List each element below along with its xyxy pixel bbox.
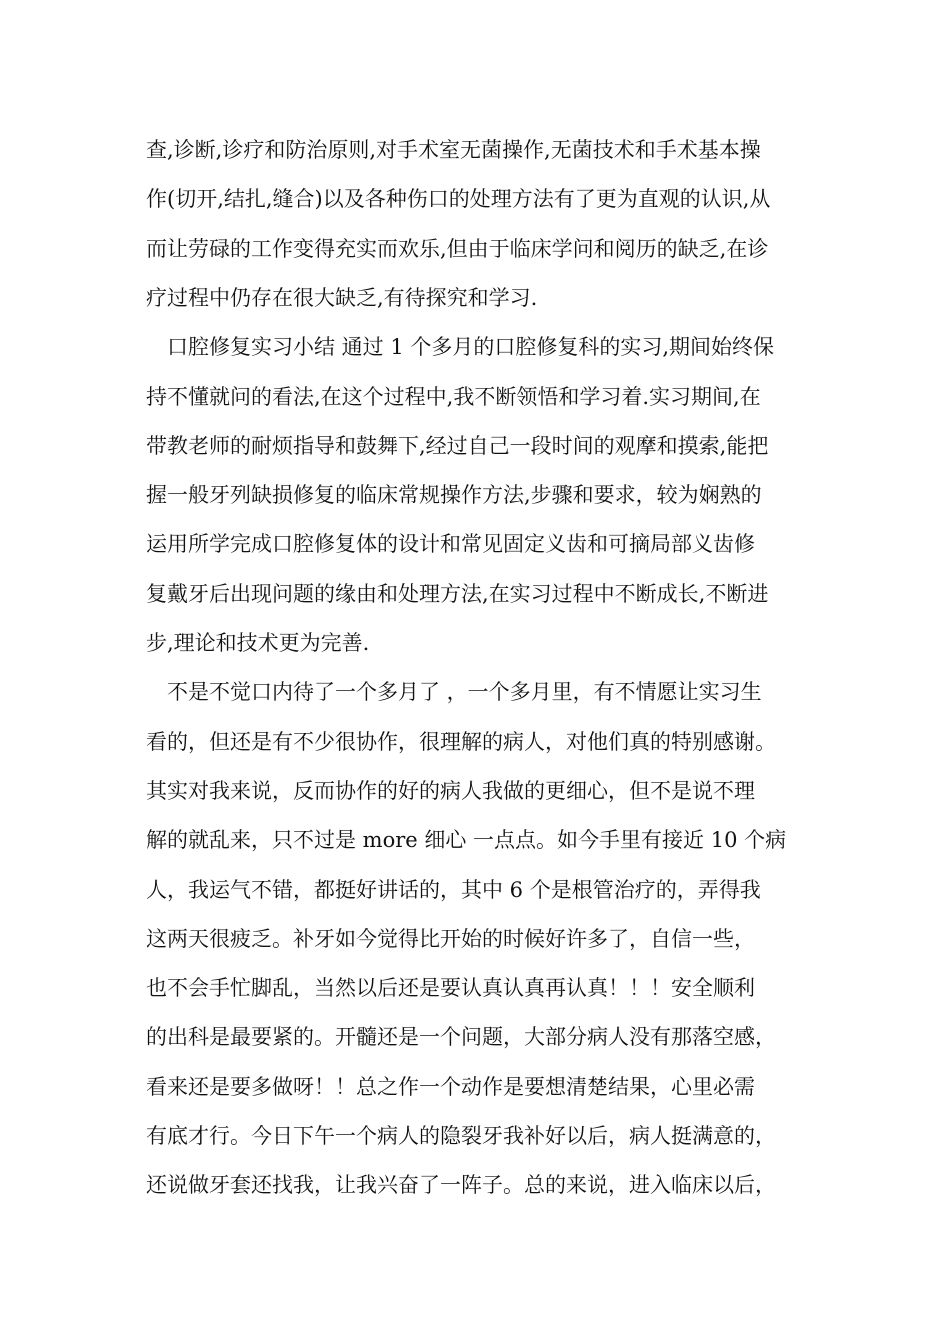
- text-line: 疗过程中仍存在很大缺乏,有待探究和学习.: [146, 286, 538, 310]
- text-line: 而让劳碌的工作变得充实而欢乐,但由于临床学问和阅历的缺乏,在诊: [146, 237, 769, 261]
- text-line: 运用所学完成口腔修复体的设计和常见固定义齿和可摘局部义齿修: [146, 532, 755, 556]
- text-line: 有底才行。今日下午一个病人的隐裂牙我补好以后，病人挺满意的，: [146, 1124, 776, 1148]
- text-line: 解的就乱来，只不过是 more 细心 一点点。如今手里有接近 10 个病: [146, 828, 787, 852]
- text-line: 查,诊断,诊疗和防治原则,对手术室无菌操作,无菌技术和手术基本操: [146, 138, 761, 162]
- text-line: 复戴牙后出现问题的缘由和处理方法,在实习过程中不断成长,不断进: [146, 582, 769, 606]
- text-line: 这两天很疲乏。补牙如今觉得比开始的时候好许多了，自信一些，: [146, 927, 755, 951]
- text-line: 持不懂就问的看法,在这个过程中,我不断领悟和学习着.实习期间,在: [146, 385, 761, 409]
- text-line: 握一般牙列缺损修复的临床常规操作方法,步骤和要求，较为娴熟的: [146, 483, 762, 507]
- text-line: 看的，但还是有不少很协作，很理解的病人，对他们真的特别感谢。: [146, 730, 776, 754]
- text-line: 不是不觉口内待了一个多月了 ，一个多月里，有不情愿让实习生: [146, 680, 762, 704]
- text-line: 步,理论和技术更为完善.: [146, 631, 370, 655]
- text-line: 作(切开,结扎,缝合)以及各种伤口的处理方法有了更为直观的认识,从: [146, 187, 771, 211]
- text-line: 的出科是最要紧的。开髓还是一个问题，大部分病人没有那落空感，: [146, 1025, 776, 1049]
- text-line: 其实对我来说，反而协作的好的病人我做的更细心，但不是说不理: [146, 779, 755, 803]
- text-line: 看来还是要多做呀！！总之作一个动作是要想清楚结果，心里必需: [146, 1075, 755, 1099]
- text-line: 口腔修复实习小结 通过 1 个多月的口腔修复科的实习,期间始终保: [146, 335, 775, 359]
- text-line: 带教老师的耐烦指导和鼓舞下,经过自己一段时间的观摩和摸索,能把: [146, 434, 769, 458]
- text-line: 也不会手忙脚乱，当然以后还是要认真认真再认真！！！安全顺利: [146, 976, 755, 1000]
- text-line: 还说做牙套还找我，让我兴奋了一阵子。总的来说，进入临床以后，: [146, 1173, 776, 1197]
- text-line: 人，我运气不错，都挺好讲话的，其中 6 个是根管治疗的，弄得我: [146, 878, 761, 902]
